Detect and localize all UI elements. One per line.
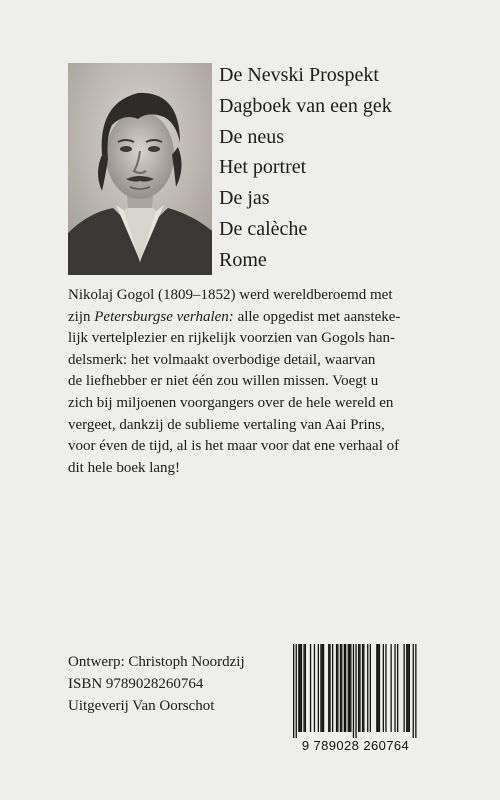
barcode-bar <box>367 644 368 732</box>
barcode-bar <box>344 644 345 732</box>
barcode-bar <box>379 644 380 732</box>
description-line: lijk vertelplezier en rijkelijk voorzien van Gogols han- <box>68 330 395 347</box>
description-line: zich bij miljoenen voorgangers over de hele wereld en <box>68 394 394 411</box>
story-title: Het portret <box>219 156 307 179</box>
barcode-digits: 9 789028 260764 <box>301 738 410 753</box>
barcode-bar <box>413 644 414 738</box>
barcode-bar <box>407 644 408 732</box>
barcode-bar <box>363 644 364 732</box>
description-line: voor éven de tijd, al is het maar voor dat ene verhaal of <box>68 438 400 455</box>
barcode-bar <box>296 644 297 738</box>
description-text: zijn <box>68 308 95 325</box>
barcode-bar <box>348 644 349 732</box>
barcode <box>283 642 428 760</box>
barcode-bar <box>318 644 319 732</box>
description-text: alle opgedist met aansteke- <box>233 308 401 325</box>
book-description <box>68 285 478 479</box>
barcode-bar <box>298 644 299 732</box>
barcode-bar <box>329 644 330 732</box>
barcode-bar <box>409 644 410 732</box>
barcode-bar <box>301 644 302 732</box>
barcode-bars <box>283 642 428 738</box>
book-title-italic: Petersburgse verhalen: <box>94 308 234 325</box>
description-line <box>68 307 478 329</box>
barcode-bar <box>406 644 407 732</box>
barcode-bar <box>362 644 363 732</box>
barcode-bar <box>376 644 377 732</box>
description-line: dit hele boek lang! <box>68 459 181 476</box>
barcode-bar <box>328 644 329 732</box>
credits-block <box>68 651 298 717</box>
story-list <box>219 60 392 276</box>
barcode-bar <box>391 644 392 732</box>
barcode-bar <box>303 644 304 732</box>
story-title: De Nevski Prospekt <box>219 64 379 86</box>
barcode-bar <box>353 644 354 738</box>
publisher-name: Uitgeverij Van Oorschot <box>68 698 215 714</box>
barcode-bar <box>359 644 360 732</box>
isbn-number: ISBN 9789028260764 <box>68 676 204 692</box>
portrait-image <box>68 63 212 275</box>
barcode-bar <box>349 644 350 732</box>
story-title: Dagboek van een gek <box>219 94 392 117</box>
barcode-bar <box>370 644 371 732</box>
barcode-bar <box>404 644 405 732</box>
description-line: Nikolaj Gogol (1809–1852) werd wereldberoemd met <box>68 287 393 303</box>
barcode-bar <box>332 644 333 732</box>
barcode-bar <box>350 644 351 732</box>
barcode-bar <box>320 644 321 732</box>
description-line: vergeet, dankzij de sublieme vertaling van Aai Prins, <box>68 416 385 433</box>
story-title: De neus <box>219 125 284 148</box>
barcode-bar <box>314 644 315 732</box>
barcode-bar <box>293 644 294 738</box>
barcode-bar <box>341 644 342 732</box>
barcode-bar <box>415 644 416 738</box>
barcode-bar <box>394 644 395 732</box>
barcode-bar <box>340 644 341 732</box>
barcode-bar <box>358 644 359 732</box>
description-line: delsmerk: het volmaakt overbodige detail, waarvan <box>68 351 376 368</box>
barcode-bar <box>355 644 356 738</box>
barcode-bar <box>337 644 338 732</box>
barcode-bar <box>336 644 337 732</box>
barcode-bar <box>345 644 346 732</box>
author-portrait <box>68 63 212 275</box>
barcode-bar <box>323 644 324 732</box>
barcode-bar <box>305 644 306 732</box>
barcode-bar <box>397 644 398 732</box>
description-line: de liefhebber er niet één zou willen missen. Voegt u <box>68 373 379 390</box>
barcode-bar <box>378 644 379 732</box>
story-title: Rome <box>219 248 267 271</box>
story-title: De jas <box>219 187 270 210</box>
barcode-bar <box>310 644 311 732</box>
barcode-bar <box>322 644 323 732</box>
barcode-bar <box>385 644 386 732</box>
story-title: De calèche <box>219 217 308 240</box>
barcode-bar <box>383 644 384 732</box>
barcode-bar <box>300 644 301 732</box>
designer-credit: Ontwerp: Christoph Noordzij <box>68 654 245 670</box>
